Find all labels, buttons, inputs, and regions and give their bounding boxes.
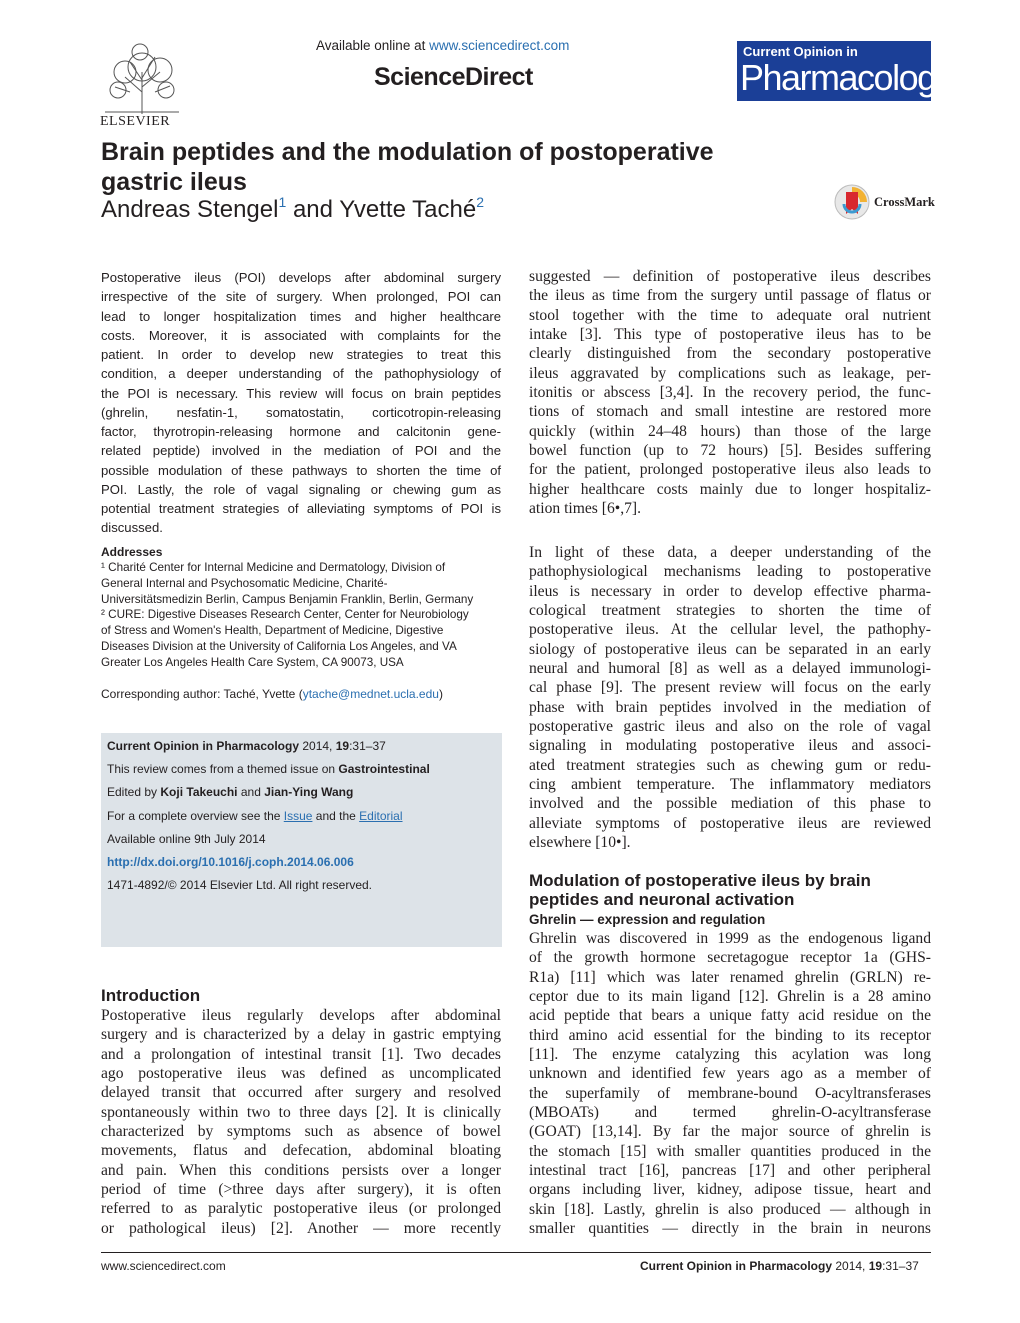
body-line: the superfamily of membrane-bound O-acyltransferases xyxy=(529,1084,931,1102)
footer-citation xyxy=(640,1259,919,1273)
ghrelin-subheading: Ghrelin — expression and regulation xyxy=(529,912,766,927)
body-line: acid peptide that bears a unique fatty acid residue on the xyxy=(529,1007,931,1025)
corresponding-suffix: ) xyxy=(438,687,443,701)
address-line: Greater Los Angeles Health Care System, CA 90073, USA xyxy=(101,655,404,669)
ghrelin-text xyxy=(529,929,931,1239)
crossmark-icon xyxy=(834,184,870,220)
body-line: quickly (within 24–48 hours) than those of the large xyxy=(529,422,931,440)
footer-url[interactable]: www.sciencedirect.com xyxy=(101,1259,226,1273)
title-line-2: gastric ileus xyxy=(101,168,247,196)
author-1: Andreas Stengel xyxy=(101,196,279,223)
body-line: intestinal tract [16], pancreas [17] and other peripheral xyxy=(529,1162,931,1180)
body-line: unknown and identified few years ago as a member of xyxy=(529,1065,931,1083)
address-line: Universitätsmedizin Berlin, Campus Benjamin Franklin, Berlin, Germany xyxy=(101,592,474,606)
footer-year: 2014, xyxy=(832,1259,869,1273)
journal-logo-line1: Current Opinion in xyxy=(743,44,858,59)
body-line: neural and humoral [8] as well as a delayed immunologi- xyxy=(529,660,931,678)
available-prefix: Available online at xyxy=(316,38,426,53)
modulation-heading xyxy=(529,871,931,909)
author-2-affiliation[interactable]: 2 xyxy=(476,194,485,210)
body-line: the stomach [15] with smaller quantities produced in the xyxy=(529,1142,931,1160)
intro-line: referred to as paralytic postoperative ileus (or prolonged xyxy=(101,1200,501,1218)
article-info-box xyxy=(101,733,502,947)
info-edited-prefix: Edited by xyxy=(107,785,161,799)
body-line: ileus aggravated by complications such as leakage, per- xyxy=(529,364,931,382)
info-available: Available online 9th July 2014 xyxy=(107,832,266,846)
info-overview-prefix: For a complete overview see the xyxy=(107,809,284,823)
body-line: the ileus as time from the surgery until passage of flatus or xyxy=(529,287,931,305)
intro-line: delayed transit that occurred after surgery and resolved xyxy=(101,1084,501,1102)
corresponding-author xyxy=(101,687,501,701)
body-line: postoperative gastric ileus and also on the role of vagal xyxy=(529,718,931,736)
body-line: elsewhere [10•]. xyxy=(529,834,631,852)
body-line: involved and the possible mediation of this phase to xyxy=(529,795,931,813)
body-line: stool together with the time to adequate oral nutrient xyxy=(529,306,931,324)
abstract-line: POI. Lastly, the role of vagal signaling or chewing gum as xyxy=(101,481,501,497)
body-line: of the growth hormone secretagogue receptor 1a (GHS- xyxy=(529,949,931,967)
editorial-link[interactable]: Editorial xyxy=(359,809,403,823)
info-overview xyxy=(107,809,403,823)
footer-volume: 19 xyxy=(868,1259,883,1273)
elsevier-logo xyxy=(100,42,184,128)
journal-logo-line2: Pharmacology xyxy=(740,57,953,98)
footer-rule xyxy=(101,1252,931,1253)
modulation-heading-line-1: Modulation of postoperative ileus by brain xyxy=(529,871,871,890)
authors xyxy=(101,196,484,224)
introduction-heading: Introduction xyxy=(101,986,201,1005)
body-line: In light of these data, a deeper understanding of the xyxy=(529,544,931,561)
introduction-text xyxy=(101,1006,501,1238)
body-line: cological treatment strategies to shorten the time of xyxy=(529,602,931,620)
elsevier-tree-icon xyxy=(100,42,184,116)
author-join: and xyxy=(292,196,333,223)
body-line: bowel function (up to 72 hours) [5]. Besides suffering xyxy=(529,442,931,460)
body-line: phase with brain peptides involved in the mediation of xyxy=(529,698,931,716)
info-citation xyxy=(107,739,386,753)
abstract-line: possible modulation of these pathways to shorten the time of xyxy=(101,462,501,478)
body-line: third amino acid essential for the binding to its receptor xyxy=(529,1026,931,1044)
body-line: for the patient, prolonged postoperative ileus also leads to xyxy=(529,461,931,479)
abstract-line: patient. In order to develop new strategies to treat this xyxy=(101,347,501,362)
issue-link[interactable]: Issue xyxy=(283,809,313,823)
body-line: ated treatment strategies such as chewing gum or redu- xyxy=(529,756,931,774)
abstract-line: lead to longer hospitalization times and higher healthcare xyxy=(101,308,501,324)
body-line: ation times [6•,7]. xyxy=(529,500,641,518)
info-editor-and: and xyxy=(237,785,265,799)
intro-line: and a prolongation of intestinal transit [1]. Two decades xyxy=(101,1045,501,1063)
info-volume: 19 xyxy=(335,739,350,753)
intro-line: surgery and is characterized by a delay in gastric emptying xyxy=(101,1026,501,1044)
body-line: cing ambient temperature. The inflammatory mediators xyxy=(529,776,931,794)
available-online xyxy=(316,38,569,53)
info-theme-prefix: This review comes from a themed issue on xyxy=(107,762,339,776)
abstract-line: irrespective of the site of surgery. When prolonged, POI can xyxy=(101,289,501,305)
author-1-affiliation[interactable]: 1 xyxy=(278,194,287,210)
body-line: alleviate symptoms of postoperative ileus are reviewed xyxy=(529,814,931,832)
addresses xyxy=(101,560,506,671)
info-pages: :31–37 xyxy=(349,739,386,753)
modulation-heading-line-2: peptides and neuronal activation xyxy=(529,890,795,909)
abstract-line: related peptide) involved in the mediation of POI and the xyxy=(101,443,501,459)
crossmark-badge[interactable] xyxy=(834,184,934,222)
address-line: ² CURE: Digestive Diseases Research Center, Center for Neurobiology xyxy=(101,608,469,622)
body-line: R1a) [11] which was later renamed ghrelin (GRLN) re- xyxy=(529,968,931,986)
info-theme xyxy=(107,762,430,776)
footer-journal: Current Opinion in Pharmacology xyxy=(640,1259,833,1273)
doi-link[interactable]: http://dx.doi.org/10.1016/j.coph.2014.06.006 xyxy=(107,855,354,869)
body-line: siology of postoperative ileus can be separated in an early xyxy=(529,640,931,658)
intro-line: Postoperative ileus regularly develops after abdominal xyxy=(101,1007,501,1024)
title-line-1: Brain peptides and the modulation of postoperative xyxy=(101,138,714,166)
info-theme-name: Gastrointestinal xyxy=(338,762,430,776)
journal-logo xyxy=(737,41,953,101)
body-line: pathophysiological mechanisms leading to postoperative xyxy=(529,563,931,581)
intro-line: period of time (>three days after surgery), it is often xyxy=(101,1181,501,1199)
info-overview-and: and the xyxy=(312,809,360,823)
info-copyright: 1471-4892/© 2014 Elsevier Ltd. All right reserved. xyxy=(107,878,372,892)
abstract-line: factor, thyrotropin-releasing hormone and calcitonin gene- xyxy=(101,424,501,439)
elsevier-wordmark: ELSEVIER xyxy=(100,114,171,129)
right-paragraph-1 xyxy=(529,267,931,518)
body-line: intake [3]. This type of postoperative ileus has to be xyxy=(529,326,931,344)
address-line: General Internal and Psychosomatic Medicine, Charité- xyxy=(101,576,388,590)
body-line: higher healthcare costs mainly due to longer hospitaliz- xyxy=(529,480,931,498)
address-line: Diseases Division at the University of California Los Angeles, and VA xyxy=(101,639,457,653)
footer-pages: :31–37 xyxy=(882,1259,919,1273)
intro-line: movements, flatus and defecation, abdominal bloating xyxy=(101,1142,501,1160)
intro-line: spontaneously within two to three days [2]. It is clinically xyxy=(101,1103,501,1121)
body-line: postoperative ileus. At the cellular level, the pathophy- xyxy=(529,621,931,639)
body-line: itonitis or abscess [3,4]. In the recovery period, the func- xyxy=(529,384,931,402)
address-line: ¹ Charité Center for Internal Medicine and Dermatology, Division of xyxy=(101,561,446,574)
sciencedirect-logo: ScienceDirect xyxy=(374,63,533,91)
intro-line: ago postoperative ileus was defined as uncomplicated xyxy=(101,1065,501,1083)
abstract-line: potential treatment strategies of alleviating symptoms of POI is xyxy=(101,501,501,516)
info-editors xyxy=(107,785,353,799)
body-line: suggested — definition of postoperative ileus describes xyxy=(529,268,931,285)
body-line: (MBOATs) and termed ghrelin-O-acyltransferase xyxy=(529,1104,931,1122)
addresses-heading: Addresses xyxy=(101,545,163,559)
body-line: [11]. The enzyme catalyzing this acylation was long xyxy=(529,1046,931,1064)
sciencedirect-url-link[interactable]: www.sciencedirect.com xyxy=(429,38,570,53)
body-line: organs including liver, kidney, adipose tissue, heart and xyxy=(529,1181,931,1199)
body-line: Ghrelin was discovered in 1999 as the endogenous ligand xyxy=(529,930,931,947)
body-line: clearly distinguished from the secondary postoperative xyxy=(529,345,931,363)
abstract-line: costs. Moreover, it is associated with complaints for the xyxy=(101,327,501,343)
info-year: 2014, xyxy=(299,739,336,753)
body-line: skin [18]. Lastly, ghrelin is also produced — although in xyxy=(529,1200,931,1218)
body-line: (GOAT) [13,14]. By far the major source of ghrelin is xyxy=(529,1123,931,1141)
author-2: Yvette Taché xyxy=(339,196,477,223)
intro-line: or pathological ileus) [2]. Another — more recently xyxy=(101,1219,501,1237)
abstract-line: discussed. xyxy=(101,520,163,536)
intro-line: and pain. When this conditions persists over a longer xyxy=(101,1161,501,1179)
info-editor-1: Koji Takeuchi xyxy=(160,785,238,799)
abstract xyxy=(101,268,501,538)
info-editor-2: Jian-Ying Wang xyxy=(264,785,354,799)
abstract-line: (ghrelin, nesfatin-1, somatostatin, corticotropin-releasing xyxy=(101,404,501,420)
body-line: tions of stomach and small intestine are restored more xyxy=(529,403,931,421)
body-line: ileus is necessary in order to develop effective pharma- xyxy=(529,582,931,600)
corresponding-email-link[interactable]: ytache@mednet.ucla.edu xyxy=(302,687,439,701)
right-paragraph-2 xyxy=(529,543,931,853)
abstract-line: Postoperative ileus (POI) develops after abdominal surgery xyxy=(101,270,501,285)
crossmark-label: CrossMark xyxy=(874,195,935,209)
abstract-line: condition, a deeper understanding of the pathophysiology of xyxy=(101,366,501,382)
body-line: smaller quantities — directly in the brain in neurons xyxy=(529,1220,931,1238)
intro-line: characterized by symptoms such as absence of bowel xyxy=(101,1123,501,1141)
body-line: signaling in modulating postoperative ileus and associ- xyxy=(529,737,931,755)
body-line: ceptor due to its main ligand [12]. Ghrelin is a 28 amino xyxy=(529,988,931,1006)
info-journal: Current Opinion in Pharmacology xyxy=(107,739,300,753)
abstract-line: the POI is necessary. This review will focus on brain peptides xyxy=(101,385,501,401)
article-title xyxy=(101,137,781,197)
corresponding-prefix: Corresponding author: Taché, Yvette ( xyxy=(101,687,303,701)
body-line: cal phase [9]. The present review will focus on the early xyxy=(529,679,931,697)
address-line: of Stress and Women's Health, Department of Medicine, Digestive xyxy=(101,624,444,638)
